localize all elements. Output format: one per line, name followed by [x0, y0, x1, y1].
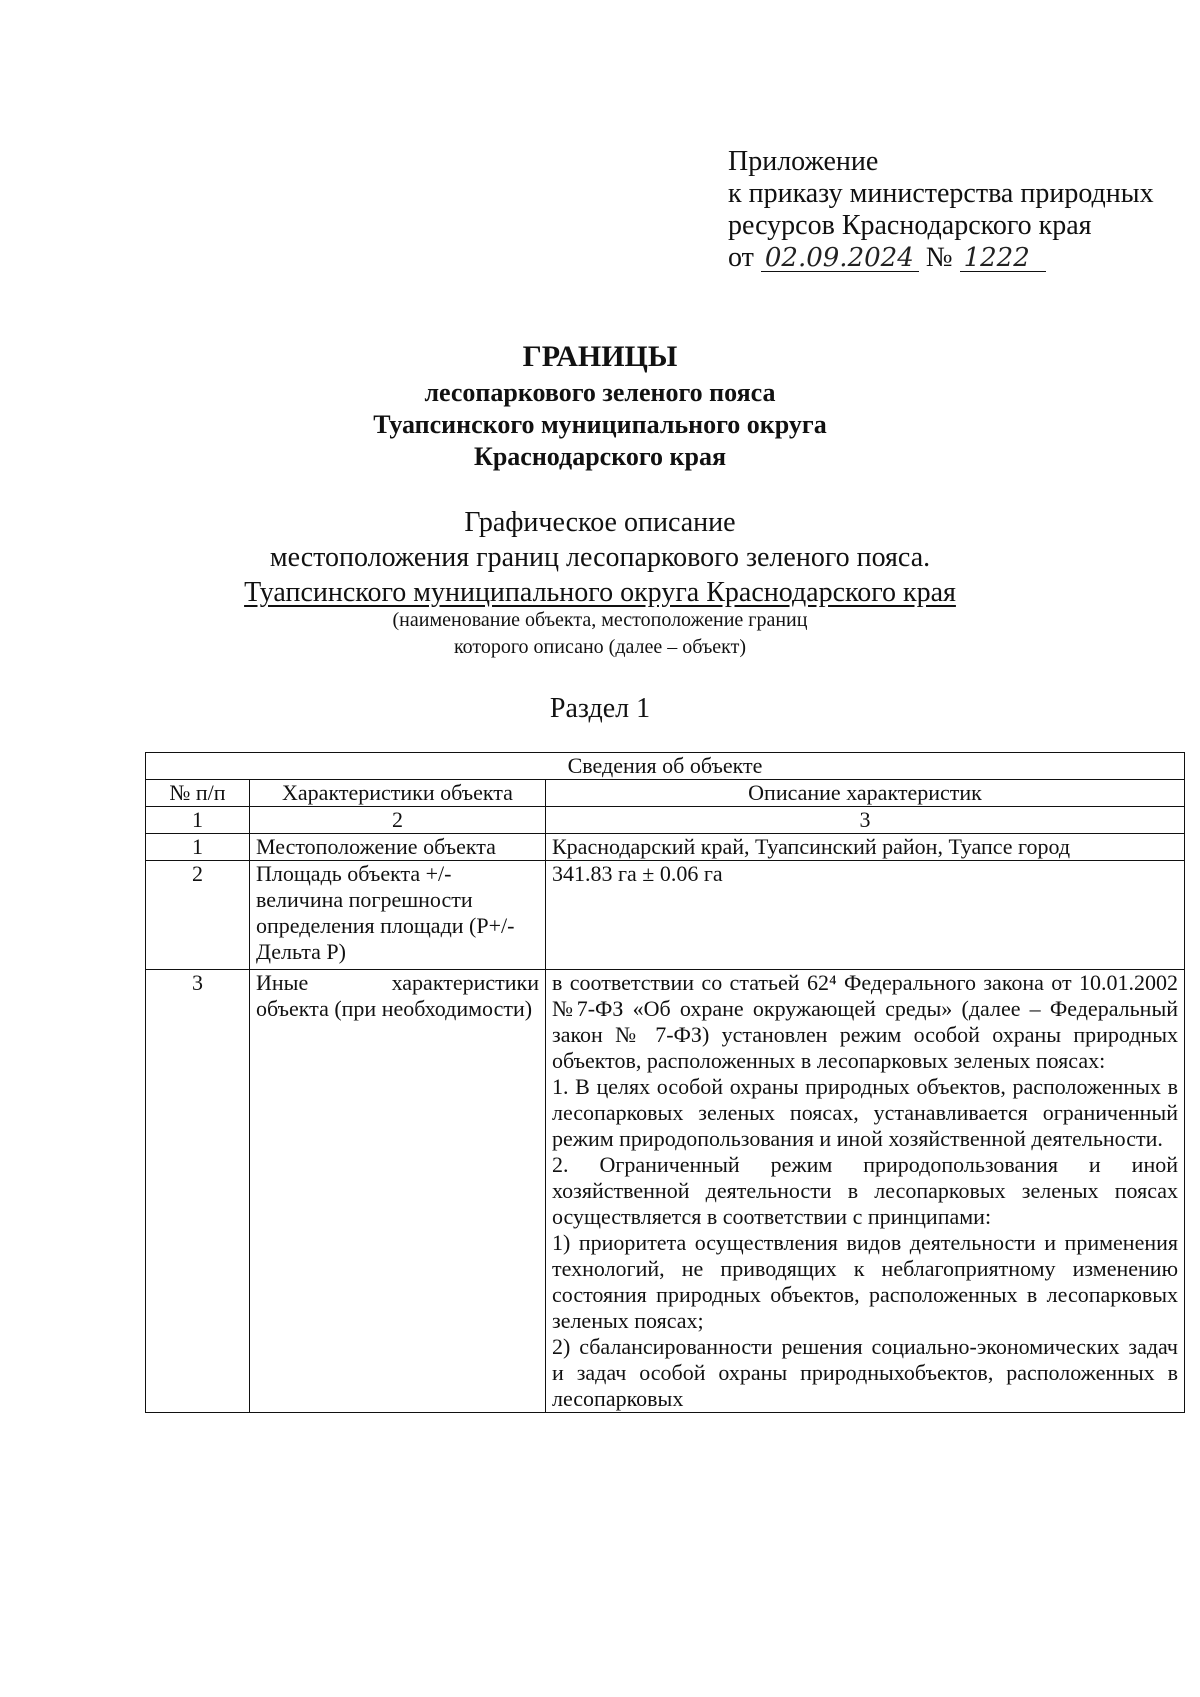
- table-row: [146, 970, 1185, 1413]
- number-prefix: №: [925, 242, 953, 273]
- appendix-block: [728, 146, 1154, 274]
- object-name-underlined: Туапсинского муниципального округа Краснодарского края: [244, 577, 956, 608]
- header-description: Описание характеристик: [546, 780, 1185, 807]
- header-number: № п/п: [146, 780, 250, 807]
- date-prefix: от: [728, 242, 754, 273]
- table-row: [146, 834, 1185, 861]
- section-heading: Раздел 1: [549, 693, 651, 724]
- table-header-row: [146, 780, 1185, 807]
- description-intro: в соответствии со статьей 62⁴ Федерального закона от 10.01.2002 №7-ФЗ «Об охране окружающей среды» (далее – Федеральный закон № 7-ФЗ) установлен режим особой охраны природных объектов, расположенных в лесопарковых зеленых поясах:: [552, 970, 1178, 1073]
- table-caption: Сведения об объекте: [146, 753, 1185, 780]
- row-characteristic: Иные характеристики объекта (при необходимости): [250, 970, 546, 1413]
- appendix-date-number: [728, 242, 1154, 274]
- description-paragraph-3: 1) приоритета осуществления видов деятельности и применения технологий, не приводящих к неблагоприятному изменению состояния природных объектов, расположенных в лесопарковых зеленых поясах;: [552, 1230, 1178, 1333]
- description-paragraph-4: 2) сбалансированности решения социально-экономических задач и задач особой охраны природныхобъектов, расположенных в лесопарковых: [552, 1334, 1178, 1411]
- description-paragraph-2: 2. Ограниченный режим природопользования и иной хозяйственной деятельности в лесопарковых зеленых поясах осуществляется в соответствии с принципами:: [552, 1152, 1178, 1229]
- graphic-line-2: местоположения границ лесопаркового зеленого пояса.: [269, 542, 931, 573]
- appendix-line-ministry: ресурсов Краснодарского края: [728, 210, 1092, 241]
- object-note: [0, 607, 1200, 661]
- note-line-2: которого описано (далее – объект): [453, 636, 747, 658]
- subtitle-line-2: Туапсинского муниципального округа: [373, 410, 827, 439]
- column-numbers-row: [146, 807, 1185, 834]
- row-number: 1: [146, 834, 250, 861]
- description-paragraph-1: 1. В целях особой охраны природных объектов, расположенных в лесопарковых зеленых поясах, устанавливается ограниченный режим природопользования и иной хозяйственной деятельности.: [552, 1074, 1178, 1151]
- row-number: 2: [146, 861, 250, 970]
- table-caption-row: [146, 753, 1185, 780]
- handwritten-number: 1222: [960, 245, 1046, 272]
- appendix-title: Приложение: [728, 146, 879, 177]
- subtitle-line-1: лесопаркового зеленого пояса: [424, 378, 776, 407]
- appendix-line-order: к приказу министерства природных: [728, 178, 1154, 209]
- column-number-3: 3: [546, 807, 1185, 834]
- document-subtitle: [0, 377, 1200, 473]
- row-description: [546, 970, 1185, 1413]
- header-characteristics: Характеристики объекта: [250, 780, 546, 807]
- row-description: Краснодарский край, Туапсинский район, Туапсе город: [546, 834, 1185, 861]
- column-number-1: 1: [146, 807, 250, 834]
- note-line-1: (наименование объекта, местоположение границ: [392, 609, 808, 631]
- graphic-description: [0, 505, 1200, 610]
- row-description: 341.83 га ± 0.06 га: [546, 861, 1185, 970]
- graphic-line-1: Графическое описание: [464, 507, 736, 538]
- row-characteristic: Площадь объекта +/- величина погрешности определения площади (P+/- Дельта P): [250, 861, 546, 970]
- handwritten-date: 02.09.2024: [761, 245, 919, 272]
- document-title: ГРАНИЦЫ: [522, 340, 678, 373]
- row-number: 3: [146, 970, 250, 1413]
- subtitle-line-3: Краснодарского края: [473, 442, 727, 471]
- column-number-2: 2: [250, 807, 546, 834]
- object-info-table: [145, 752, 1185, 1413]
- table-row: [146, 861, 1185, 970]
- row-characteristic: Местоположение объекта: [250, 834, 546, 861]
